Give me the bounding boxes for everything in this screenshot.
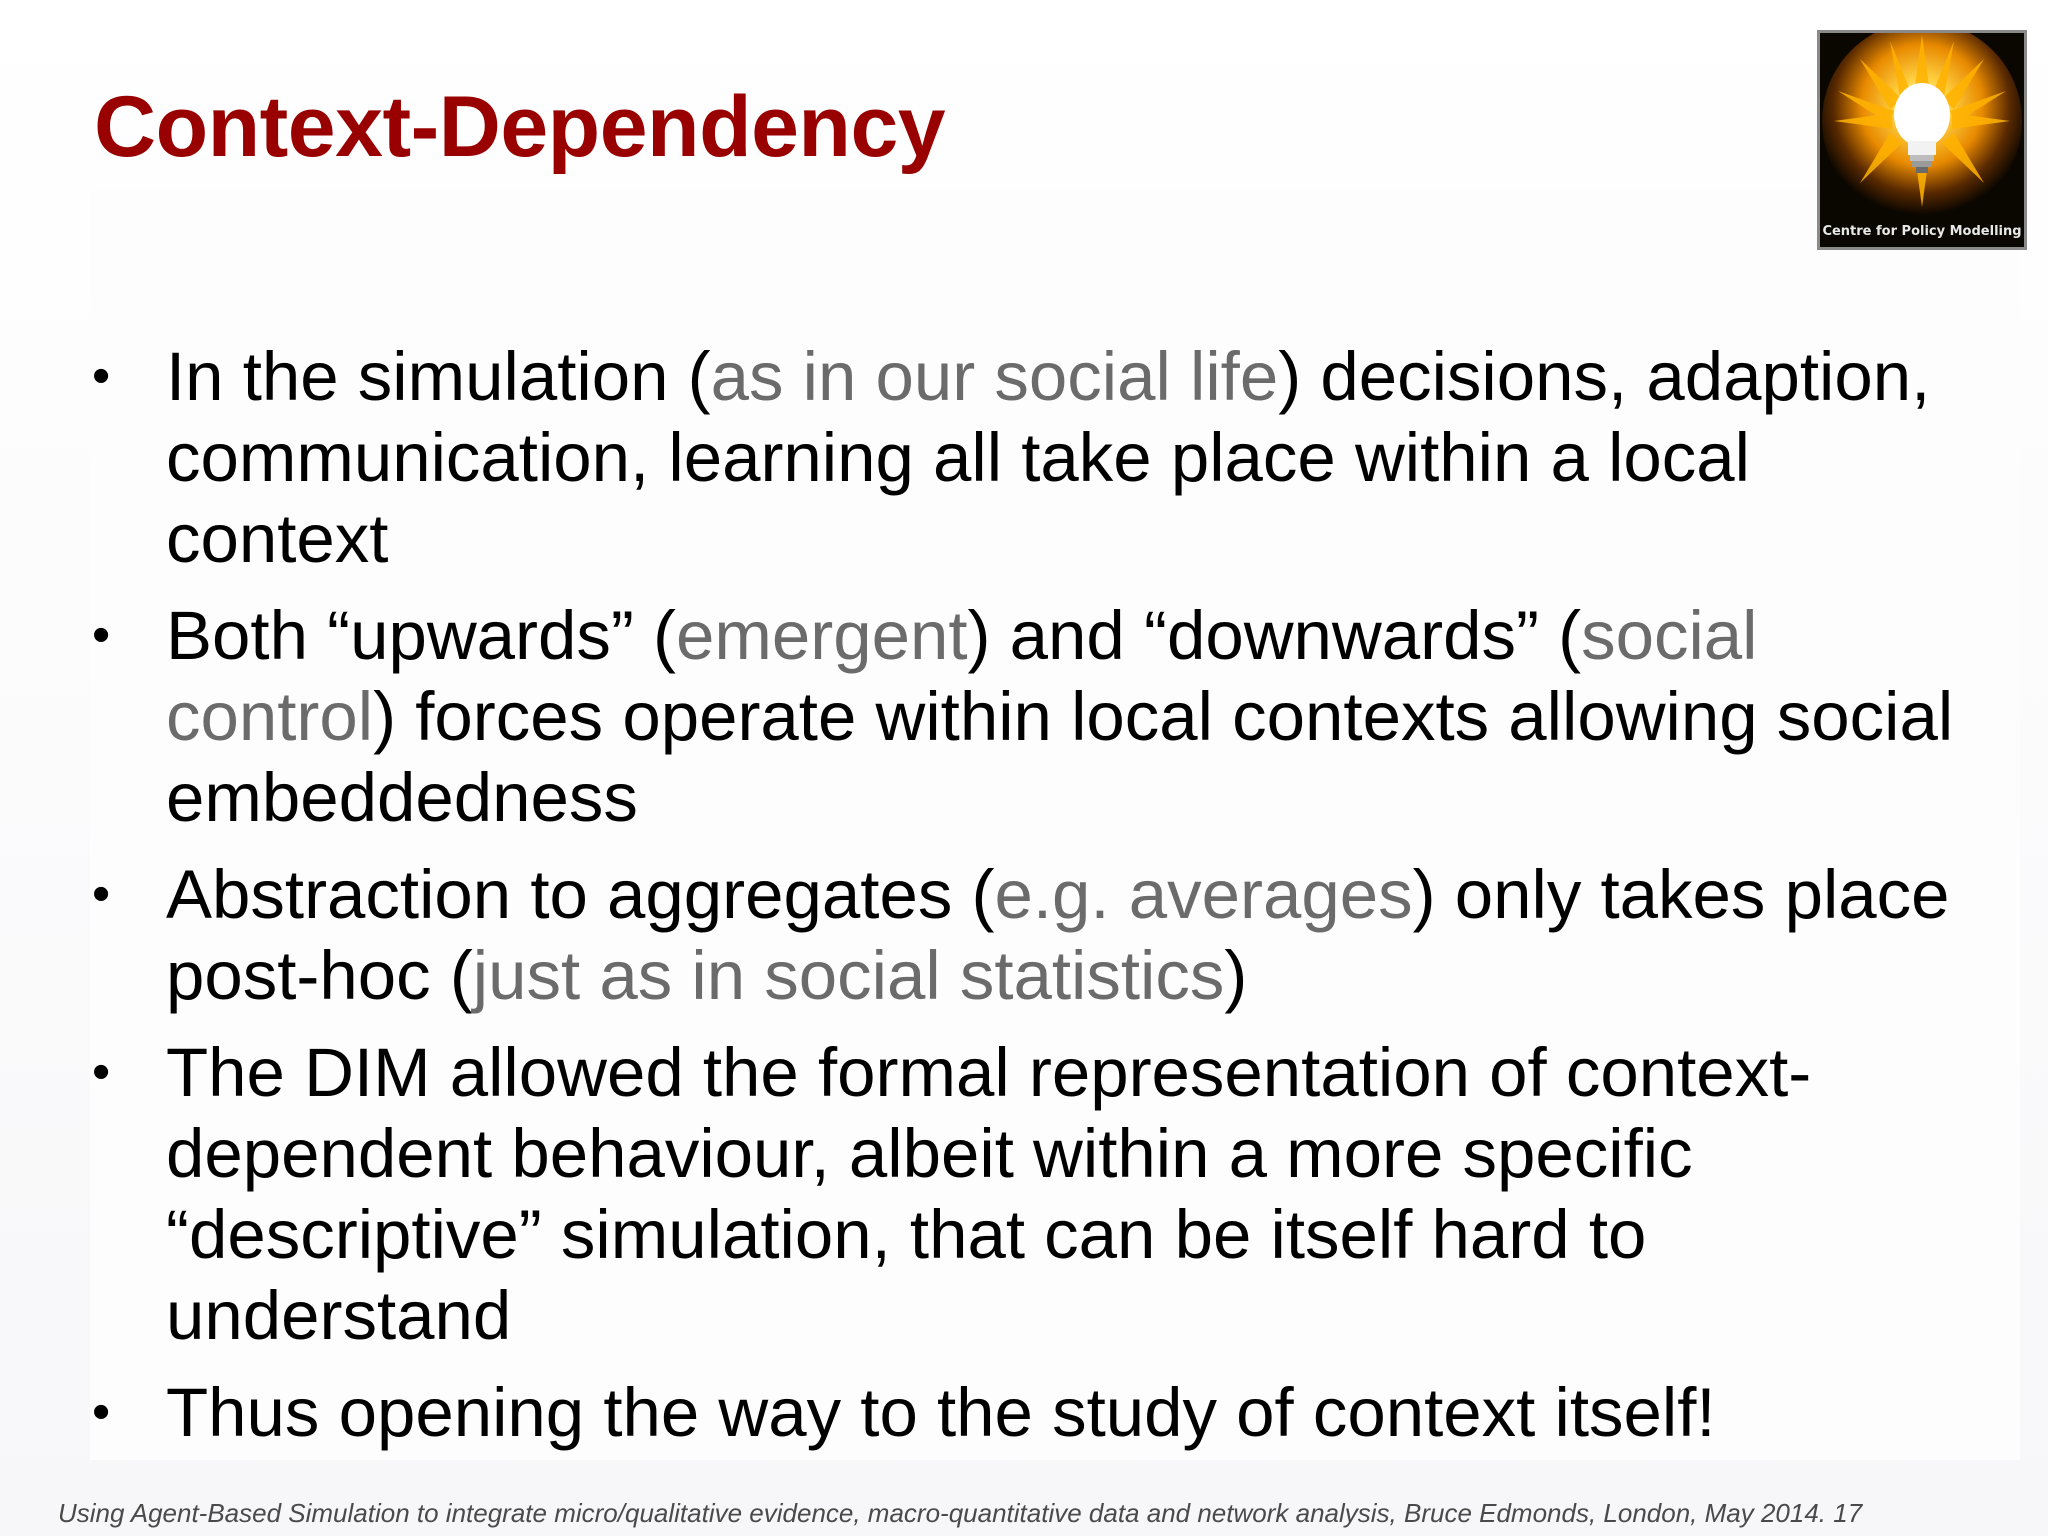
bullet-text: Thus opening the way to the study of context itself!: [166, 1374, 1716, 1451]
bullet-item: [84, 854, 1984, 1016]
bullet-marker: •: [92, 865, 111, 923]
bullet-text: In the simulation (: [166, 338, 711, 415]
bullet-item: [84, 1032, 1984, 1356]
bullet-aside-text: social control: [166, 597, 1758, 755]
bullet-text: Both “upwards” (: [166, 597, 677, 674]
bullet-item: [84, 336, 1984, 579]
bullet-text: ): [1224, 937, 1248, 1014]
bullet-text: Abstraction to aggregates (: [166, 856, 995, 933]
bullet-marker: •: [92, 347, 111, 405]
bullet-text: ) only takes place post-hoc (: [166, 856, 1950, 1014]
slide-footer: Using Agent-Based Simulation to integrate micro/qualitative evidence, macro-quantitative data and network analysis, Bruce Edmonds, London, May 2014. 17: [58, 1498, 1863, 1528]
bullet-marker: •: [92, 606, 111, 664]
bullet-text: ) and “downwards” (: [967, 597, 1582, 674]
bullet-aside-text: just as in social statistics: [472, 937, 1225, 1014]
logo-caption: Centre for Policy Modelling: [1822, 224, 2022, 239]
bullet-text: ) decisions, adaption, communication, learning all take place within a local context: [166, 338, 1931, 577]
bullet-marker: •: [92, 1043, 111, 1101]
logo: [1817, 30, 2027, 250]
slide-title: Context-Dependency: [94, 79, 946, 175]
bullet-item: [84, 1372, 1984, 1453]
bullet-aside-text: as in our social life: [710, 338, 1279, 415]
bullet-text: The DIM allowed the formal representation of context-dependent behaviour, albeit within a more specific “descriptive” simulation, that can be itself hard to understand: [166, 1034, 1812, 1354]
bullet-text: ) forces operate within local contexts allowing social embeddedness: [166, 678, 1954, 836]
bullet-aside-text: e.g. averages: [994, 856, 1413, 933]
lightbulb-burst-icon: [1820, 33, 2024, 247]
bullet-list: [84, 336, 1984, 1469]
bullet-item: [84, 595, 1984, 838]
bullet-marker: •: [92, 1383, 111, 1441]
bullet-aside-text: emergent: [676, 597, 968, 674]
